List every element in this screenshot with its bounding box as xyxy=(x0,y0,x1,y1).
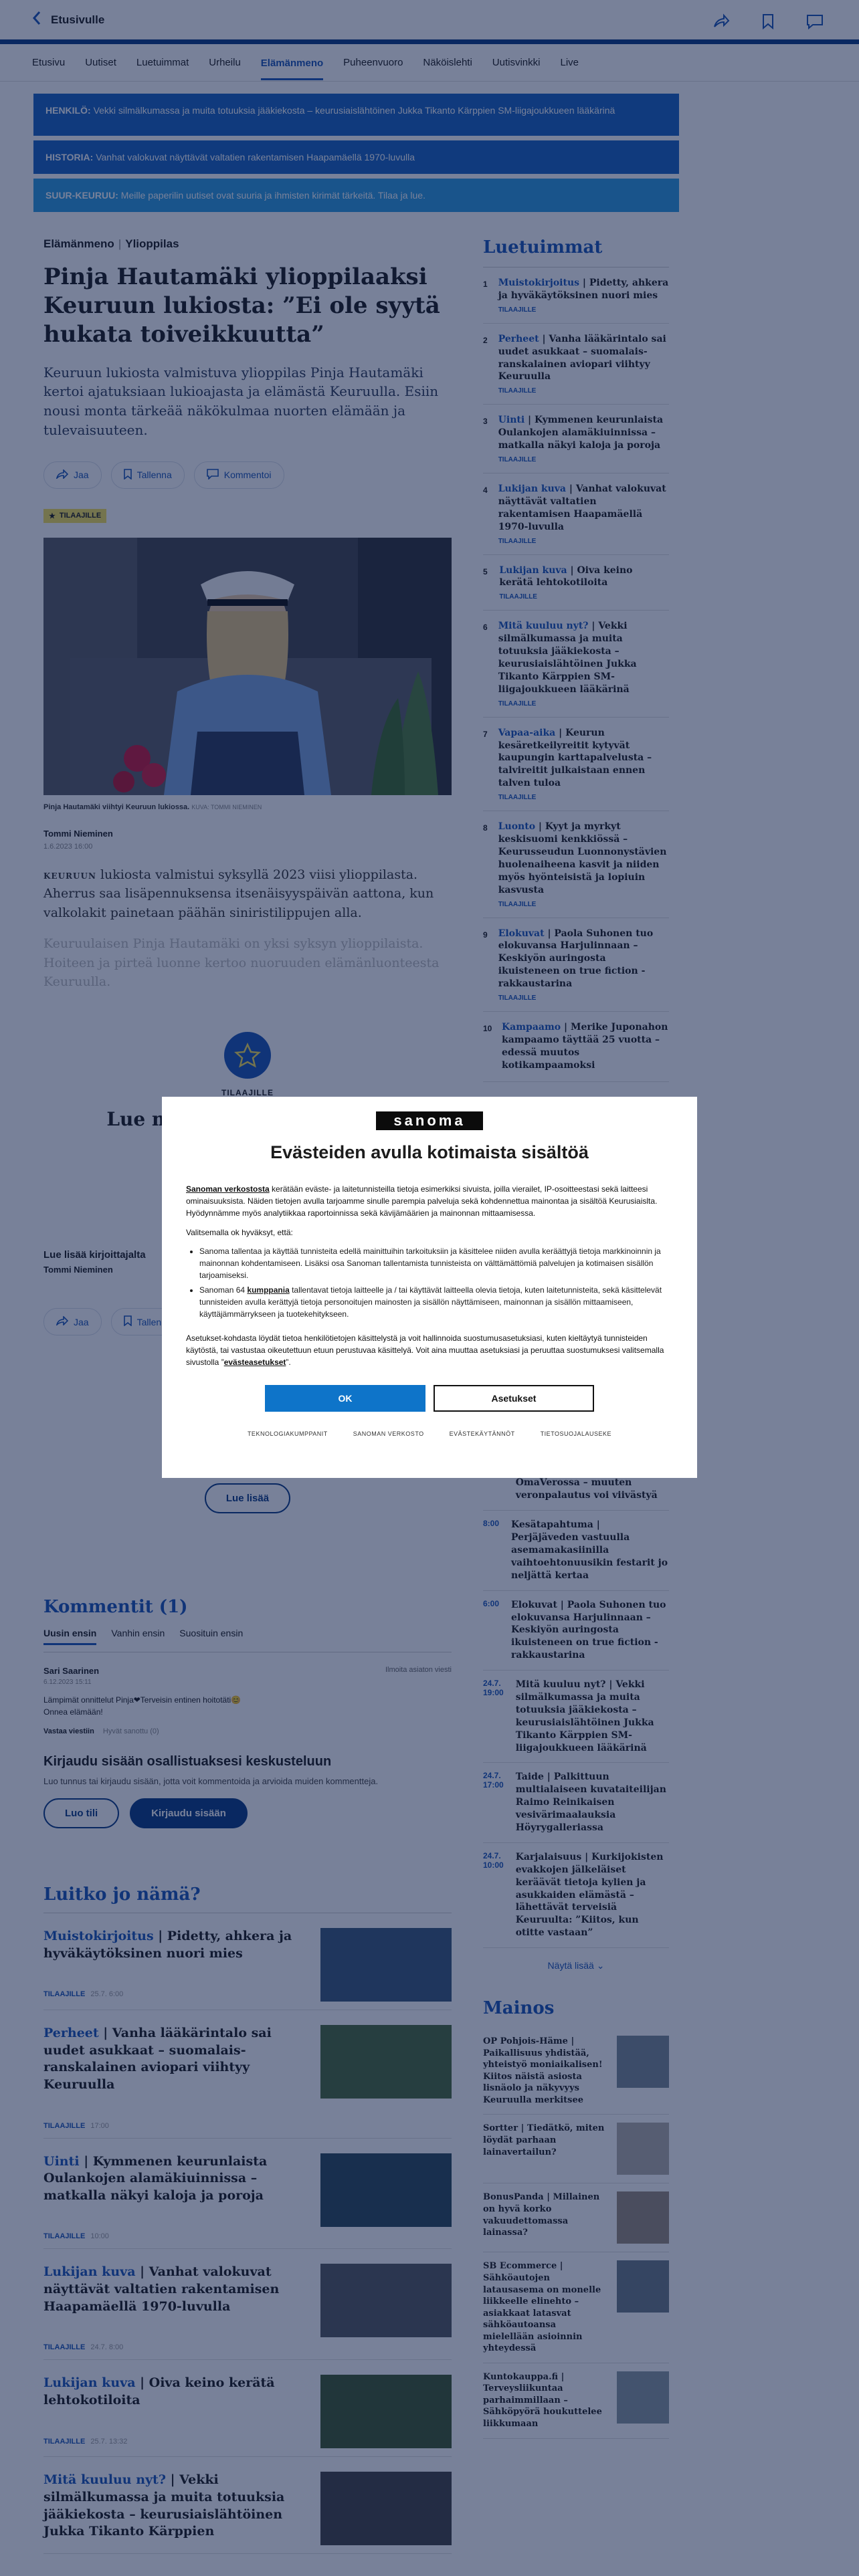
consent-title: Evästeiden avulla kotimaista sisältöä xyxy=(270,1142,589,1162)
sanoma-network-link[interactable]: Sanoman verkostosta xyxy=(186,1184,270,1194)
consent-paragraph-2: Valitsemalla ok hyväksyt, että: xyxy=(186,1227,293,1237)
consent-text: kerätään eväste- ja laitetunnisteilla tietoja esimerkiksi sivuista, joilla vierailet, IP-osoitteestasi sekä laitteesi ominaisuuksista. Näiden tietojen avulla tarjoamme sinulle parempia palveluja sekä kohdennettua mainontaa ja sisältöä Keurusiaislta. Hyödynnämme myös analytiikkaa raportoinnissa sekä kävijämäärien ja mainonnan mittaamisessa. xyxy=(186,1184,658,1218)
consent-list xyxy=(199,1245,673,1320)
ok-button[interactable]: OK xyxy=(265,1385,425,1412)
consent-text: Sanoman 64 xyxy=(199,1285,248,1295)
consent-text: ”. xyxy=(286,1358,291,1368)
consent-buttons xyxy=(186,1385,673,1412)
cookie-settings-link[interactable]: evästeasetukset xyxy=(223,1358,286,1368)
consent-list-item: • Sanoma tallentaa ja käyttää tunnisteita edellä mainittuihin tarkoituksiin ja käsittelee niiden avulla keräättyjä tietoja markkinoinnin ja mainonnan kohdentamiseen. Lisäksi osa Sanoman tallentamista tunnisteista on välttämättömiä palvelujen ja kotimaisen sisällön tarjoamiseksi. xyxy=(199,1245,673,1281)
cookie-consent-dialog xyxy=(162,1097,697,1478)
consent-text: Asetukset-kohdasta löydät tietoa henkilötietojen käsittelystä ja voit hallinnoida suostumusasetuksiasi, kuten kieltäytyä tunnisteiden käytöstä, tai vastustaa oikeutettuun etuun perustuvaa käsittelyä. Voit aina muuttaa asetuksiasi ja peruuttaa suostumuksesi valitsemalla sivustolla ” xyxy=(186,1333,664,1368)
consent-paragraph-1 xyxy=(186,1183,673,1220)
consent-footer-links xyxy=(186,1430,673,1437)
consent-text: tallentavat tietoja laitteelle ja / tai käyttävät laitteella olevia tietoja, kuten laitetunnisteita, sekä käsittelevät tunnisteiden avulla kerättyjä tietoja personoitujen mainosten ja sisällön näyttämiseen, mainonnan ja sisällön mittaamiseen, käyttäjämmärrykseen ja tuotekehitykseen. xyxy=(199,1285,662,1319)
privacy-policy-link[interactable]: TIETOSUOJALAUSEKE xyxy=(540,1430,612,1437)
sanoma-network-footer-link[interactable]: SANOMAN VERKOSTO xyxy=(353,1430,424,1437)
partners-link[interactable]: kumppania xyxy=(247,1285,290,1295)
consent-paragraph-3 xyxy=(186,1332,673,1369)
cookie-policy-link[interactable]: EVÄSTEKÄYTÄNNÖT xyxy=(449,1430,515,1437)
settings-button[interactable]: Asetukset xyxy=(434,1385,594,1412)
consent-list-item xyxy=(199,1284,673,1320)
tech-partners-link[interactable]: TEKNOLOGIAKUMPPANIT xyxy=(247,1430,328,1437)
sanoma-logo: sanoma xyxy=(376,1111,483,1130)
